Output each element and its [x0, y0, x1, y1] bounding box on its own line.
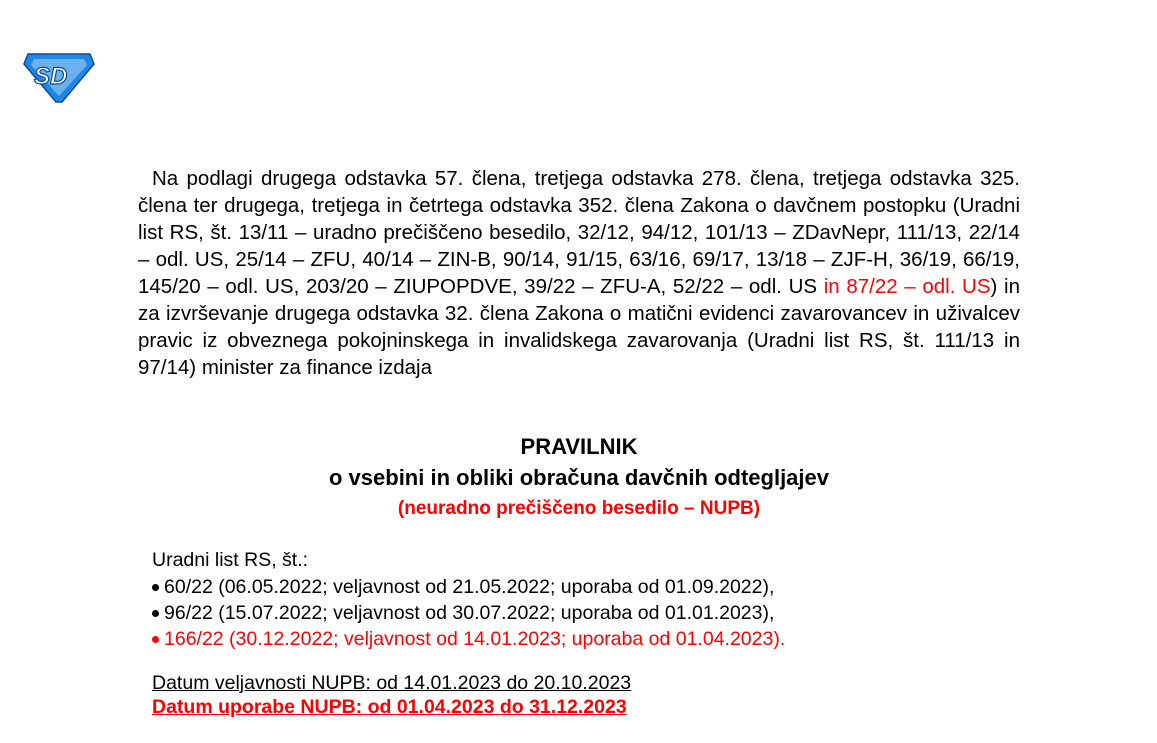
- amendment-text: 166/22 (30.12.2022; veljavnost od 14.01.2023; uporaba od 01.04.2023).: [164, 628, 786, 650]
- bullet-icon: [152, 584, 159, 591]
- amendment-text: 60/22 (06.05.2022; veljavnost od 21.05.2022; uporaba od 01.09.2022),: [164, 576, 775, 598]
- bullet-icon: [152, 610, 159, 617]
- validity-date: Datum veljavnosti NUPB: od 14.01.2023 do 20.10.2023: [152, 672, 632, 694]
- amendment-text: 96/22 (15.07.2022; veljavnost od 30.07.2022; uporaba od 01.01.2023),: [164, 602, 775, 624]
- bullet-icon: [152, 636, 159, 643]
- usage-date: Datum uporabe NUPB: od 01.04.2023 do 31.12.2023: [152, 696, 627, 718]
- document-subtitle: o vsebini in obliki obračuna davčnih odtegljajev: [329, 465, 829, 490]
- preamble-text-main: Na podlagi drugega odstavka 57. člena, tretjega odstavka 278. člena, tretjega odstavka 325. člena ter drugega, tretjega in četrtega odstavka 352. člena Zakona o davčnem postopku (Uradni list RS, št. 13/11 – uradno prečiščeno besedilo, 32/12, 94/12, 101/13 – ZDavNepr, 111/13, 22/14 – odl. US, 25/14 – ZFU, 40/14 – ZIN-B, 90/14, 91/15, 63/16, 69/17, 13/18 – ZJF-H, 36/19, 66/19, 145/20 – odl. US, 203/20 – ZIUPOPDVE, 39/22 – ZFU-A, 52/22 – odl. US: [138, 167, 1020, 298]
- amendment-item: [152, 574, 785, 600]
- document-note: (neuradno prečiščeno besedilo – NUPB): [397, 498, 761, 519]
- preamble-text-end: ) in za izvrševanje drugega odstavka 32. člena Zakona o matični evidenci zavarovancev in uživalcev pravic iz obveznega pokojninskega in invalidskega zavarovanja (Uradni list RS, št. 111/13 in 97/14) minister za finance izdaja: [138, 275, 1020, 379]
- amendment-item: [152, 600, 785, 626]
- document-title: PRAVILNIK: [520, 434, 638, 459]
- gazette-label: Uradni list RS, št.:: [152, 549, 309, 571]
- preamble-text-amendment: in 87/22 – odl. US: [817, 275, 991, 298]
- amendments-list: [152, 574, 785, 652]
- preamble-paragraph: [138, 165, 1020, 381]
- logo-icon: [20, 48, 98, 104]
- amendment-item: [152, 626, 785, 652]
- svg-text:SD: SD: [34, 63, 68, 90]
